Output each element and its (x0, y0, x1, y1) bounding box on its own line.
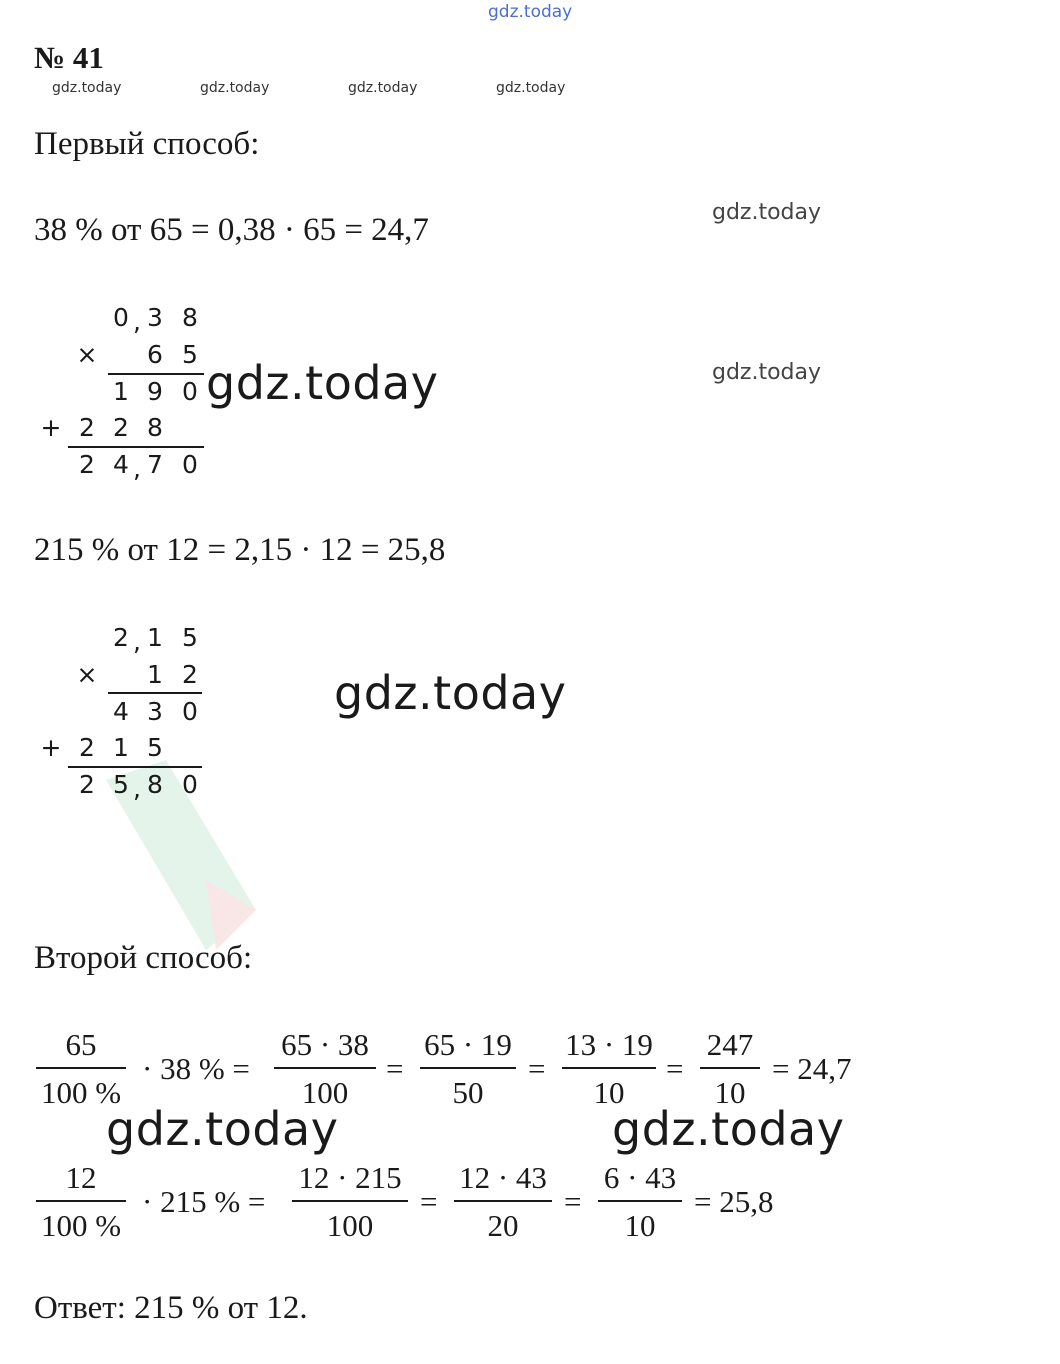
fraction (36, 1160, 126, 1244)
calc1-times-sign: × (76, 340, 98, 369)
calc2-rule-2 (68, 766, 202, 768)
fraction-denominator: 10 (714, 1075, 746, 1110)
watermark-calc-2: gdz.today (334, 666, 567, 720)
fraction (598, 1160, 682, 1244)
watermark-row-2: gdz.today (200, 80, 270, 96)
calc2-digit: 1 (147, 623, 163, 652)
calc2-times-sign: × (76, 660, 98, 689)
result: = 24,7 (772, 1051, 852, 1086)
fraction-denominator: 50 (452, 1075, 484, 1110)
fraction-numerator: 12 · 43 (459, 1160, 547, 1195)
watermark-row-1: gdz.today (52, 80, 122, 96)
operator: · 215 % = (142, 1184, 266, 1219)
watermark-right-2: gdz.today (712, 360, 822, 385)
fraction (562, 1027, 656, 1111)
calc1-digit: 7 (147, 450, 163, 479)
fraction (292, 1160, 408, 1244)
fraction-numerator: 12 (65, 1160, 97, 1195)
calc1-digit: 5 (182, 340, 198, 369)
calc2-digit: 1 (147, 660, 163, 689)
fraction-bar (700, 1067, 760, 1069)
calc1-digit: 2 (113, 413, 129, 442)
calc1-comma: , (133, 454, 141, 483)
watermark-row-3: gdz.today (348, 80, 418, 96)
method2-heading: Второй способ: (34, 940, 253, 976)
calc1-rule-2 (68, 446, 204, 448)
calc2-digit: 0 (182, 770, 198, 799)
fraction (700, 1027, 760, 1111)
calc2-comma: , (133, 774, 141, 803)
watermark-mid-right: gdz.today (612, 1102, 845, 1156)
fraction-numerator: 65 (65, 1027, 97, 1062)
watermark-row-4: gdz.today (496, 80, 566, 96)
fraction-numerator: 65 · 19 (424, 1027, 512, 1062)
calc2-digit: 0 (182, 697, 198, 726)
fraction (454, 1160, 552, 1244)
calc2-digit: 2 (113, 623, 129, 652)
fraction-bar (36, 1200, 126, 1202)
calc2-digit: 1 (113, 733, 129, 762)
calc2-digit: 2 (79, 770, 95, 799)
equation-2: 215 % от 12 = 2,15 · 12 = 25,8 (34, 532, 446, 568)
calc1-digit: 1 (113, 377, 129, 406)
fraction-denominator: 100 (301, 1075, 349, 1110)
fraction-numerator: 6 · 43 (603, 1160, 677, 1195)
watermark-mid-left: gdz.today (106, 1102, 339, 1156)
calc2-digit: 4 (113, 697, 129, 726)
calc1-digit: 0 (113, 303, 129, 332)
fraction-numerator: 13 · 19 (565, 1027, 653, 1062)
calc1-digit: 2 (79, 450, 95, 479)
calc2-digit: 5 (113, 770, 129, 799)
calc1-digit: 8 (182, 303, 198, 332)
calc2-digit: 5 (147, 733, 163, 762)
equals-sign: = (666, 1051, 684, 1086)
calc2-digit: 5 (182, 623, 198, 652)
fraction-numerator: 12 · 215 (298, 1160, 402, 1195)
fraction-bar (292, 1200, 408, 1202)
calc1-digit: 3 (147, 303, 163, 332)
operator: · 38 % = (142, 1051, 250, 1086)
equals-sign: = (420, 1184, 438, 1219)
problem-title: № 41 (34, 40, 104, 75)
answer: Ответ: 215 % от 12. (34, 1290, 308, 1326)
calc1-comma: , (133, 307, 141, 336)
calc1-digit: 0 (182, 450, 198, 479)
calc2-digit: 2 (182, 660, 198, 689)
fraction-bar (454, 1200, 552, 1202)
result: = 25,8 (694, 1184, 774, 1219)
calc1-digit: 2 (79, 413, 95, 442)
fraction-denominator: 100 % (40, 1208, 122, 1243)
calc1-digit: 4 (113, 450, 129, 479)
watermark-right-1: gdz.today (712, 200, 822, 225)
equation-1: 38 % от 65 = 0,38 · 65 = 24,7 (34, 212, 429, 248)
fraction (36, 1027, 126, 1111)
equals-sign: = (528, 1051, 546, 1086)
watermark-top: gdz.today (488, 2, 573, 22)
watermark-calc-1: gdz.today (206, 356, 439, 410)
calc2-digit: 3 (147, 697, 163, 726)
calc1-digit: 0 (182, 377, 198, 406)
fraction-bar (598, 1200, 682, 1202)
fraction-denominator: 100 (326, 1208, 374, 1243)
fraction-denominator: 10 (624, 1208, 656, 1243)
fraction-denominator: 20 (487, 1208, 519, 1243)
fraction-bar (36, 1067, 126, 1069)
fraction-denominator: 100 % (40, 1075, 122, 1110)
calc2-comma: , (133, 627, 141, 656)
equals-sign: = (386, 1051, 404, 1086)
calc2-digit: 8 (147, 770, 163, 799)
calc2-digit: 2 (79, 733, 95, 762)
fraction-numerator: 65 · 38 (281, 1027, 369, 1062)
fraction (420, 1027, 516, 1111)
fraction-denominator: 10 (593, 1075, 625, 1110)
calc1-plus-sign: + (40, 413, 62, 442)
calc1-rule-1 (108, 373, 204, 375)
fraction-bar (420, 1067, 516, 1069)
method1-heading: Первый способ: (34, 126, 260, 162)
fraction-bar (562, 1067, 656, 1069)
calc1-digit: 9 (147, 377, 163, 406)
fraction-numerator: 247 (706, 1027, 754, 1062)
calc2-rule-1 (108, 692, 202, 694)
calc1-digit: 6 (147, 340, 163, 369)
fraction (274, 1027, 376, 1111)
fraction-bar (274, 1067, 376, 1069)
calc1-digit: 8 (147, 413, 163, 442)
calc2-plus-sign: + (40, 733, 62, 762)
equals-sign: = (564, 1184, 582, 1219)
